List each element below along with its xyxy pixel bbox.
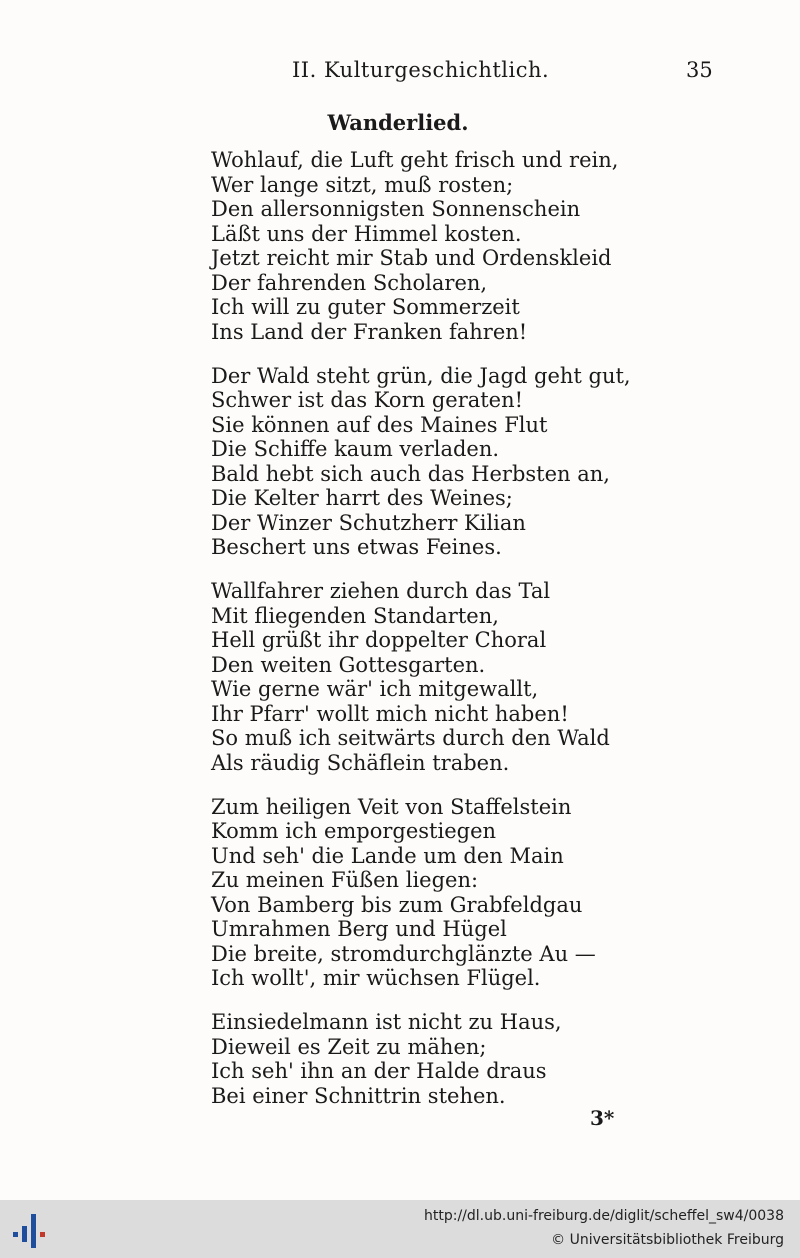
poem-line: Ich will zu guter Sommerzeit [211,295,520,319]
page-number: 35 [686,58,713,82]
poem-line: Der Wald steht grün, die Jagd geht gut, [211,363,631,388]
copyright-notice: © Universitätsbibliothek Freiburg [551,1232,784,1248]
poem-line: Komm ich emporgestiegen [211,819,497,843]
poem-line: Hell grüßt ihr doppelter Choral [211,628,547,652]
poem-line: Die Schiffe kaum verladen. [211,437,500,461]
poem-line: Jetzt reicht mir Stab und Ordenskleid [211,246,612,270]
poem-line: Läßt uns der Himmel kosten. [211,221,522,246]
signature-mark: 3* [590,1106,615,1130]
ub-freiburg-logo-icon[interactable] [10,1210,50,1250]
poem-line: Wie gerne wär' ich mitgewallt, [211,677,539,701]
poem-line: Ihr Pfarr' wollt mich nicht haben! [211,701,569,726]
stanza [211,364,631,560]
poem-line: Als räudig Schäflein traben. [211,750,510,775]
stanza [211,795,631,991]
poem-line: Ich wollt', mir wüchsen Flügel. [211,966,541,990]
poem-line: Und seh' die Lande um den Main [211,843,564,868]
poem-line: Von Bamberg bis zum Grabfeldgau [211,892,583,917]
poem-line: Mit fliegenden Standarten, [211,603,499,628]
poem-line: Den allersonnigsten Sonnenschein [211,197,581,221]
footer-bar [0,1200,800,1258]
running-title: II. Kulturgeschichtlich. [292,58,550,82]
poem-line: Umrahmen Berg und Hügel [211,917,507,941]
poem-line: Zu meinen Füßen liegen: [211,868,479,892]
poem-line: Dieweil es Zeit zu mähen; [211,1034,487,1059]
poem-line: Beschert uns etwas Feines. [211,535,502,559]
poem-line: Den weiten Gottesgarten. [211,652,486,677]
poem-line: Schwer ist das Korn geraten! [211,388,524,412]
poem-line: Wer lange sitzt, muß rosten; [211,172,514,197]
poem-line: Bald hebt sich auch das Herbsten an, [211,461,610,486]
poem-line: Sie können auf des Maines Flut [211,412,548,437]
poem-line: Wohlauf, die Luft geht frisch und rein, [211,148,619,172]
poem-title [0,110,800,135]
poem-line: Ins Land der Franken fahren! [211,319,528,344]
running-head [0,58,800,88]
poem-line: Einsiedelmann ist nicht zu Haus, [211,1010,562,1034]
poem-line: Der Winzer Schutzherr Kilian [211,510,526,535]
poem-line: Wallfahrer ziehen durch das Tal [211,579,551,603]
poem-line: Der fahrenden Scholaren, [211,270,488,295]
poem-body [211,148,631,1128]
poem-line: Die breite, stromdurchglänzte Au — [211,941,596,966]
stanza [211,1010,631,1108]
source-url-link[interactable]: http://dl.ub.uni-freiburg.de/diglit/scheffel_sw4/0038 [424,1208,784,1224]
poem-line: So muß ich seitwärts durch den Wald [211,726,610,750]
poem-line: Die Kelter harrt des Weines; [211,486,513,510]
stanza [211,579,631,775]
poem-line: Bei einer Schnittrin stehen. [211,1083,506,1108]
poem-line: Ich seh' ihn an der Halde draus [211,1059,547,1083]
stanza [211,148,631,344]
poem-title-text: Wanderlied. [327,110,469,135]
poem-line: Zum heiligen Veit von Staffelstein [211,794,572,819]
